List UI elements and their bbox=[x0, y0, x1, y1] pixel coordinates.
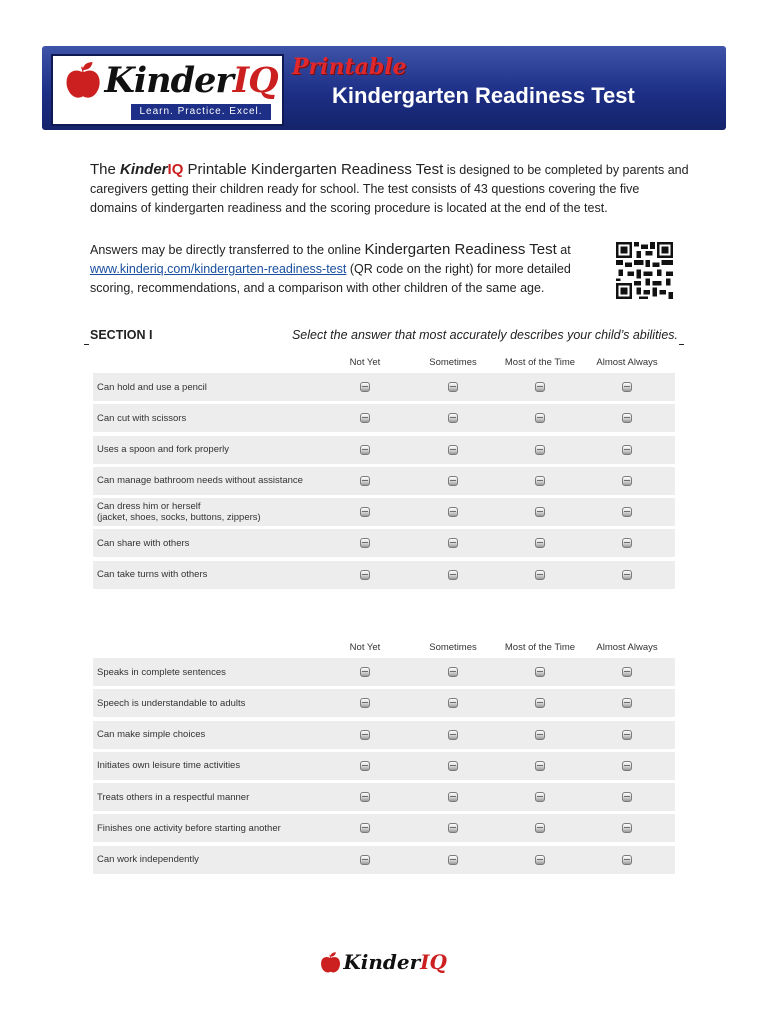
table-row bbox=[93, 467, 675, 495]
radio-button-icon[interactable] bbox=[360, 761, 370, 771]
radio-button-icon[interactable] bbox=[448, 445, 458, 455]
radio-button-icon[interactable] bbox=[360, 476, 370, 486]
radio-button-icon[interactable] bbox=[448, 667, 458, 677]
radio-button-icon[interactable] bbox=[448, 538, 458, 548]
header-banner bbox=[42, 46, 726, 130]
radio-button-icon[interactable] bbox=[448, 792, 458, 802]
question-label: Can manage bathroom needs without assistance bbox=[97, 475, 303, 487]
table-row bbox=[93, 658, 675, 686]
radio-button-icon[interactable] bbox=[360, 570, 370, 580]
radio-button-icon[interactable] bbox=[535, 476, 545, 486]
answers-paragraph: Answers may be directly transferred to the online Kindergarten Readiness Test at www.kinderiq.com/kindergarten-readiness-test (QR code on the right) for more detailed scoring, recommendations, and a comparison with other children of the same age. bbox=[90, 241, 571, 295]
radio-button-icon[interactable] bbox=[535, 855, 545, 865]
table-row bbox=[93, 498, 675, 526]
apple-icon: 🍎︎ bbox=[318, 950, 344, 974]
table-row bbox=[93, 783, 675, 811]
column-header: Almost Always bbox=[596, 357, 658, 368]
question-label: Can share with others bbox=[97, 537, 190, 549]
question-label: Can work independently bbox=[97, 854, 199, 866]
intro-paragraph: The KinderIQ Printable Kindergarten Readiness Test is designed to be completed by parents and caregivers getting their children ready for school. The test consists of 43 questions covering the five domains of kindergarten readiness and the scoring procedure is located at the end of the test. bbox=[90, 161, 689, 215]
radio-button-icon[interactable] bbox=[448, 855, 458, 865]
readiness-test-link[interactable]: www.kinderiq.com/kindergarten-readiness-test bbox=[90, 262, 347, 276]
radio-button-icon[interactable] bbox=[360, 538, 370, 548]
radio-button-icon[interactable] bbox=[448, 507, 458, 517]
question-label: Finishes one activity before starting another bbox=[97, 822, 281, 834]
radio-button-icon[interactable] bbox=[448, 823, 458, 833]
question-label: Speech is understandable to adults bbox=[97, 697, 246, 709]
radio-button-icon[interactable] bbox=[535, 538, 545, 548]
table-header bbox=[93, 642, 675, 658]
radio-button-icon[interactable] bbox=[535, 823, 545, 833]
radio-button-icon[interactable] bbox=[535, 382, 545, 392]
question-label: Uses a spoon and fork properly bbox=[97, 444, 230, 456]
question-label: Can take turns with others bbox=[97, 569, 208, 581]
column-header: Almost Always bbox=[596, 642, 658, 653]
question-label: Can cut with scissors bbox=[97, 412, 187, 424]
question-label: Can make simple choices bbox=[97, 729, 206, 741]
table-row bbox=[93, 721, 675, 749]
radio-button-icon[interactable] bbox=[535, 445, 545, 455]
radio-button-icon[interactable] bbox=[448, 761, 458, 771]
radio-button-icon[interactable] bbox=[622, 698, 632, 708]
radio-button-icon[interactable] bbox=[448, 382, 458, 392]
apple-icon: 🍎︎ bbox=[61, 61, 105, 101]
table-row bbox=[93, 814, 675, 842]
readiness-table-1 bbox=[93, 357, 675, 592]
column-header: Not Yet bbox=[349, 642, 381, 653]
radio-button-icon[interactable] bbox=[360, 730, 370, 740]
radio-button-icon[interactable] bbox=[622, 667, 632, 677]
radio-button-icon[interactable] bbox=[448, 570, 458, 580]
radio-button-icon[interactable] bbox=[535, 792, 545, 802]
table-row bbox=[93, 846, 675, 874]
table-row bbox=[93, 752, 675, 780]
radio-button-icon[interactable] bbox=[535, 570, 545, 580]
radio-button-icon[interactable] bbox=[360, 445, 370, 455]
radio-button-icon[interactable] bbox=[622, 855, 632, 865]
question-label: Treats others in a respectful manner bbox=[97, 791, 250, 803]
section-label: SECTION I bbox=[90, 328, 153, 342]
column-header: Sometimes bbox=[429, 642, 477, 653]
question-label: Can hold and use a pencil bbox=[97, 381, 207, 393]
radio-button-icon[interactable] bbox=[360, 382, 370, 392]
radio-button-icon[interactable] bbox=[360, 413, 370, 423]
radio-button-icon[interactable] bbox=[360, 507, 370, 517]
radio-button-icon[interactable] bbox=[360, 792, 370, 802]
section-instruction: Select the answer that most accurately describes your child’s abilities. bbox=[291, 328, 678, 342]
radio-button-icon[interactable] bbox=[448, 730, 458, 740]
table-row bbox=[93, 373, 675, 401]
question-label: Can dress him or herself (jacket, shoes, socks, buttons, zippers) bbox=[97, 501, 261, 524]
radio-button-icon[interactable] bbox=[622, 445, 632, 455]
table-row bbox=[93, 561, 675, 589]
radio-button-icon[interactable] bbox=[448, 698, 458, 708]
radio-button-icon[interactable] bbox=[360, 823, 370, 833]
radio-button-icon[interactable] bbox=[535, 413, 545, 423]
radio-button-icon[interactable] bbox=[535, 730, 545, 740]
radio-button-icon[interactable] bbox=[622, 570, 632, 580]
footer-logo: 🍎︎KinderIQ bbox=[318, 950, 447, 974]
radio-button-icon[interactable] bbox=[622, 761, 632, 771]
table-row bbox=[93, 529, 675, 557]
radio-button-icon[interactable] bbox=[622, 792, 632, 802]
column-header: Most of the Time bbox=[504, 642, 576, 653]
table-row bbox=[93, 404, 675, 432]
column-header: Most of the Time bbox=[504, 357, 576, 368]
radio-button-icon[interactable] bbox=[535, 698, 545, 708]
column-header: Sometimes bbox=[429, 357, 477, 368]
printable-label: Printable bbox=[292, 54, 407, 80]
radio-button-icon[interactable] bbox=[360, 667, 370, 677]
radio-button-icon[interactable] bbox=[535, 761, 545, 771]
table-header bbox=[93, 357, 675, 373]
radio-button-icon[interactable] bbox=[622, 413, 632, 423]
qr-code-icon bbox=[616, 242, 673, 299]
logo-tagline: Learn. Practice. Excel. bbox=[131, 104, 271, 120]
radio-button-icon[interactable] bbox=[622, 823, 632, 833]
radio-button-icon[interactable] bbox=[360, 855, 370, 865]
radio-button-icon[interactable] bbox=[535, 507, 545, 517]
readiness-table-2 bbox=[93, 642, 675, 877]
question-label: Speaks in complete sentences bbox=[97, 666, 226, 678]
radio-button-icon[interactable] bbox=[535, 667, 545, 677]
radio-button-icon[interactable] bbox=[622, 730, 632, 740]
table-row bbox=[93, 436, 675, 464]
radio-button-icon[interactable] bbox=[622, 507, 632, 517]
radio-button-icon[interactable] bbox=[622, 538, 632, 548]
radio-button-icon[interactable] bbox=[622, 382, 632, 392]
radio-button-icon[interactable] bbox=[448, 413, 458, 423]
column-header: Not Yet bbox=[349, 357, 381, 368]
radio-button-icon[interactable] bbox=[360, 698, 370, 708]
banner-title: Kindergarten Readiness Test bbox=[332, 83, 635, 108]
table-row bbox=[93, 689, 675, 717]
radio-button-icon[interactable] bbox=[448, 476, 458, 486]
radio-button-icon[interactable] bbox=[622, 476, 632, 486]
kinderiq-logo: 🍎︎KinderIQ Learn. Practice. Excel. bbox=[51, 54, 284, 126]
question-label: Initiates own leisure time activities bbox=[97, 760, 241, 772]
section-header bbox=[84, 328, 684, 346]
